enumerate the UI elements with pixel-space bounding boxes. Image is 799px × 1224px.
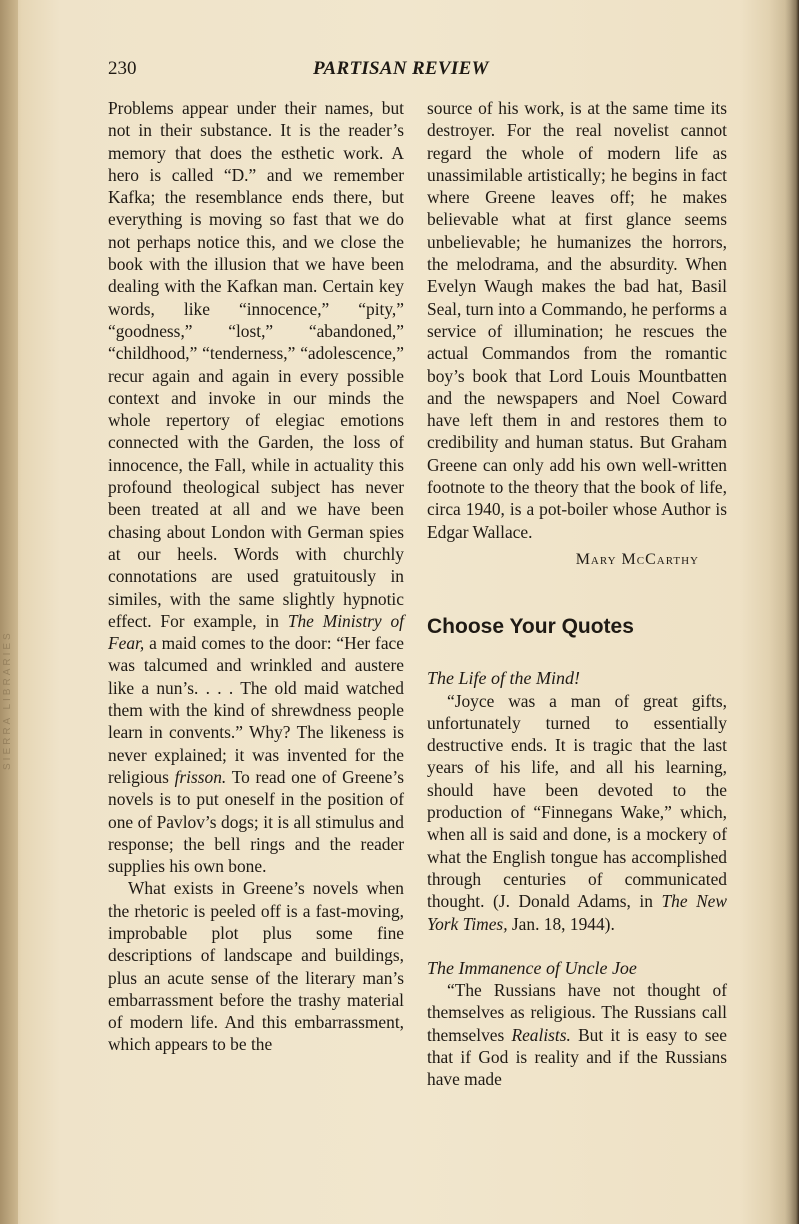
book-title-ministry-of-fear: The Ministry of Fear, <box>108 610 404 654</box>
paragraph-greene-rhetoric <box>108 97 404 877</box>
running-head: PARTISAN REVIEW <box>313 58 489 79</box>
book-spine <box>0 0 18 1224</box>
italic-frisson: frisson. <box>174 766 227 787</box>
author-signature: Mary McCarthy <box>575 550 699 568</box>
quote-text: Jan. 18, 1944). <box>511 913 615 934</box>
spine-library-stamp: SIERRA LIBRARIES <box>2 630 13 770</box>
page-header <box>108 58 728 86</box>
section-heading: Choose Your Quotes <box>427 615 634 639</box>
paragraph-text: To read one of Greene’s novels is to put oneself in the position of one of Pavlov’s dogs; it is all stimulus and response; the bell rings and the reader supplies his own bone. <box>108 766 404 877</box>
italic-realists: Realists. <box>511 1024 571 1045</box>
quote-russians <box>427 979 727 1090</box>
paragraph-real-novelist: source of his work, is at the same time its destroyer. For the real novelist cannot regard the whole of modern life as unassimilable artistically; he begins in fact where Greene leaves off; he makes believable what at first glance seems unbelievable; he humanizes the horrors, the melodrama, and the absurdity. When Evelyn Waugh makes the bad hat, Basil Seal, turn into a Commando, he performs a service of illumination; he rescues the actual Commandos from the romantic boy’s book that Lord Louis Mountbatten and the newspapers and Noel Coward have left them in and restores them to credibility and human status. But Graham Greene can only add his own well-written footnote to the theory that the book of life, circa 1940, is a pot-boiler whose Author is Edgar Wallace. <box>427 98 727 542</box>
quote-joyce <box>427 690 727 935</box>
paragraph-text: Problems appear under their names, but not in their substance. It is the reader’s memory that does the esthetic work. A hero is called “D.” and we remember Kafka; the resemblance ends there, but everything is moving so fast that we do not perhaps notice this, and we close the book with the illusion that we have been dealing with the Kafkan man. Certain key words, like “innocence,” “pity,” “goodness,” “lost,” “abandoned,” “childhood,” “tenderness,” “adolescence,” recur again and again in every possible context and invoke in our minds the whole repertory of elegiac emotions connected with the Garden, the loss of innocence, the Fall, while in actuality this profound theological subject has never been treated at all and we have been chasing about London with German spies at our heels. Words with churchly connotations are used gratuitously in similes, with the same slightly hypnotic effect. For example, in <box>108 98 404 631</box>
quote-text: “The Russians have not thought of themselves as religious. The Russians call themselves <box>427 980 727 1045</box>
paragraph-greene-novels: What exists in Greene’s novels when the rhetoric is peeled off is a fast-moving, improbable plot plus some fine descriptions of landscape and buildings, plus an acute sense of the literary man’s embarrassment before the trashy material of modern life. And this embarrassment, which appears to be the <box>108 878 404 1055</box>
page-number: 230 <box>108 58 137 79</box>
subheading-uncle-joe: The Immanence of Uncle Joe <box>427 957 637 978</box>
publication-title: The New York Times, <box>427 891 727 934</box>
subheading-life-of-mind: The Life of the Mind! <box>427 668 580 689</box>
quote-text: “Joyce was a man of great gifts, unfortunately turned to essentially destructive ends. It is tragic that the last years of his life, and all his learning, should have been devoted to the production of “Finnegans Wake,” which, when all is said and done, is a mockery of what the English tongue has accomplished through centuries of communicated thought. (J. Donald Adams, in <box>427 690 727 912</box>
paragraph-text: a maid comes to the door: “Her face was talcumed and wrinkled and austere like a nun’s. . . . The old maid watched them with the kind of shrewdness people learn in convents.” Why? The likeness is never explained; it was invented for the religious <box>108 633 404 787</box>
page-edge-shadow <box>769 0 799 1224</box>
right-column <box>427 97 727 1091</box>
left-column <box>108 97 404 1056</box>
quote-text: But it is easy to see that if God is reality and if the Russians have made <box>427 1024 727 1090</box>
